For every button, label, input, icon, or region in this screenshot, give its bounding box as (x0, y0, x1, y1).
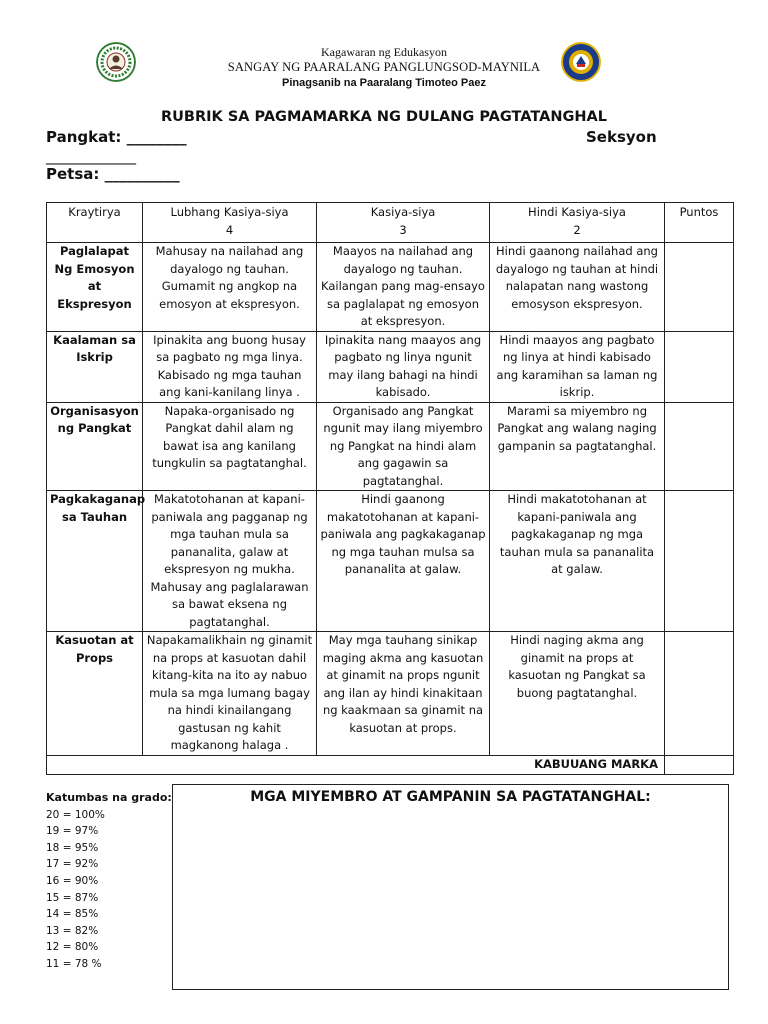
grade-equivalent-item: 13 = 82% (46, 924, 99, 937)
table-row (47, 331, 734, 402)
criterion-cell: Paglalapat Ng Emosyon at Ekspresyon (47, 243, 143, 332)
level-2-cell: Hindi makatotohanan at kapani-paniwala ang pagkakaganap ng mga tauhan mula sa pananalita at galaw. (490, 491, 665, 632)
points-cell[interactable] (665, 331, 734, 402)
document-title: RUBRIK SA PAGMAMARKA NG DULANG PAGTATANGHAL (160, 109, 608, 125)
criterion-cell: Kasuotan at Props (47, 632, 143, 756)
grade-equivalent-item: 11 = 78 % (46, 957, 102, 970)
grade-equivalent-item: 15 = 87% (46, 891, 99, 904)
level-2-cell: Hindi naging akma ang ginamit na props at kasuotan ng Pangkat sa buong pagtatanghal. (490, 632, 665, 756)
grade-equivalent-item: 18 = 95% (46, 841, 99, 854)
points-cell[interactable] (665, 491, 734, 632)
table-row (47, 402, 734, 491)
criterion-cell: Kaalaman sa Iskrip (47, 331, 143, 402)
seksyon-label: Seksyon (586, 128, 657, 146)
rubric-table (46, 202, 734, 775)
header-kasiya-siya: Kasiya-siya 3 (317, 203, 490, 243)
total-value-cell[interactable] (665, 756, 734, 775)
members-title: MGA MIYEMBRO AT GAMPANIN SA PAGTATANGHAL: (250, 789, 651, 805)
points-cell[interactable] (665, 632, 734, 756)
header-lubhang-kasiya-siya: Lubhang Kasiya-siya 4 (143, 203, 317, 243)
level-2-cell: Marami sa miyembro ng Pangkat ang walang naging gampanin sa pagtatanghal. (490, 402, 665, 491)
grade-equivalents (46, 790, 172, 973)
grade-equivalent-item: 14 = 85% (46, 908, 99, 921)
division-name: SANGAY NG PAARALANG PANGLUNGSOD-MAYNILA (227, 60, 541, 74)
level-2-cell: Hindi maayos ang pagbato ng linya at hindi kabisado ang karamihan sa laman ng iskrip. (490, 331, 665, 402)
header-hindi-kasiya-siya: Hindi Kasiya-siya 2 (490, 203, 665, 243)
school-name: Pinagsanib na Paaralang Timoteo Paez (282, 77, 486, 89)
members-box[interactable] (172, 784, 729, 990)
grade-equivalent-item: 20 = 100% (46, 808, 105, 821)
criterion-cell: Pagkakaganap sa Tauhan (47, 491, 143, 632)
table-row (47, 491, 734, 632)
level-2-cell: Hindi gaanong nailahad ang dayalogo ng tauhan at hindi nalapatan nang wastong emosyson ekspresyon. (490, 243, 665, 332)
points-cell[interactable] (665, 402, 734, 491)
total-row (47, 756, 734, 775)
level-4-cell: Makatotohanan at kapani-paniwala ang pagganap ng mga tauhan mula sa pananalita, galaw at ekspresyon ng mukha. Mahusay ang paglalarawan sa bawat eksena ng pagtatanghal. (143, 491, 317, 632)
department-name: Kagawaran ng Edukasyon (321, 45, 447, 59)
level-4-cell: Ipinakita ang buong husay sa pagbato ng mga linya. Kabisado ng mga tauhan ang kani-kanilang linya . (143, 331, 317, 402)
table-row (47, 243, 734, 332)
grade-equivalent-item: 17 = 92% (46, 858, 99, 871)
level-3-cell: Ipinakita nang maayos ang pagbato ng linya ngunit may ilang bahagi na hindi kabisado. (317, 331, 490, 402)
grade-equivalents-title: Katumbas na grado: (46, 791, 172, 804)
criterion-cell: Organisasyon ng Pangkat (47, 402, 143, 491)
level-4-cell: Mahusay na nailahad ang dayalogo ng tauhan. Gumamit ng angkop na emosyon at ekspresyon. (143, 243, 317, 332)
total-label: KABUUANG MARKA (47, 756, 665, 775)
petsa-field: Petsa: __________ (46, 165, 180, 183)
header-kraytirya: Kraytirya (47, 203, 143, 243)
level-3-cell: Hindi gaanong makatotohanan at kapani-paniwala ang pagkakaganap ng mga tauhan mulsa sa pananalita at galaw. (317, 491, 490, 632)
grade-equivalent-item: 16 = 90% (46, 874, 99, 887)
header-puntos: Puntos (665, 203, 734, 243)
table-header-row (47, 203, 734, 243)
points-cell[interactable] (665, 243, 734, 332)
grade-equivalent-item: 19 = 97% (46, 825, 99, 838)
pangkat-field: Pangkat: ________ (46, 128, 187, 146)
level-4-cell: Napakamalikhain ng ginamit na props at kasuotan dahil kitang-kita na ito ay nabuo mula sa mga lumang bagay na hindi kinailangang gastusan ng kahit magkanong halaga . (143, 632, 317, 756)
table-row (47, 632, 734, 756)
level-3-cell: Organisado ang Pangkat ngunit may ilang miyembro ng Pangkat na hindi alam ang gagawin sa pagtatanghal. (317, 402, 490, 491)
level-3-cell: May mga tauhang sinikap maging akma ang kasuotan at ginamit na props ngunit ang ilan ay hindi kinakitaan ng kaakmaan sa ginamit na kasuotan at props. (317, 632, 490, 756)
grade-equivalent-item: 12 = 80% (46, 941, 99, 954)
level-3-cell: Maayos na nailahad ang dayalogo ng tauhan. Kailangan pang mag-ensayo sa paglalapat ng emosyon at ekspresyon. (317, 243, 490, 332)
level-4-cell: Napaka-organisado ng Pangkat dahil alam ng bawat isa ang kanilang tungkulin sa pagtatanghal. (143, 402, 317, 491)
seksyon-blank: ____________ (46, 147, 136, 165)
